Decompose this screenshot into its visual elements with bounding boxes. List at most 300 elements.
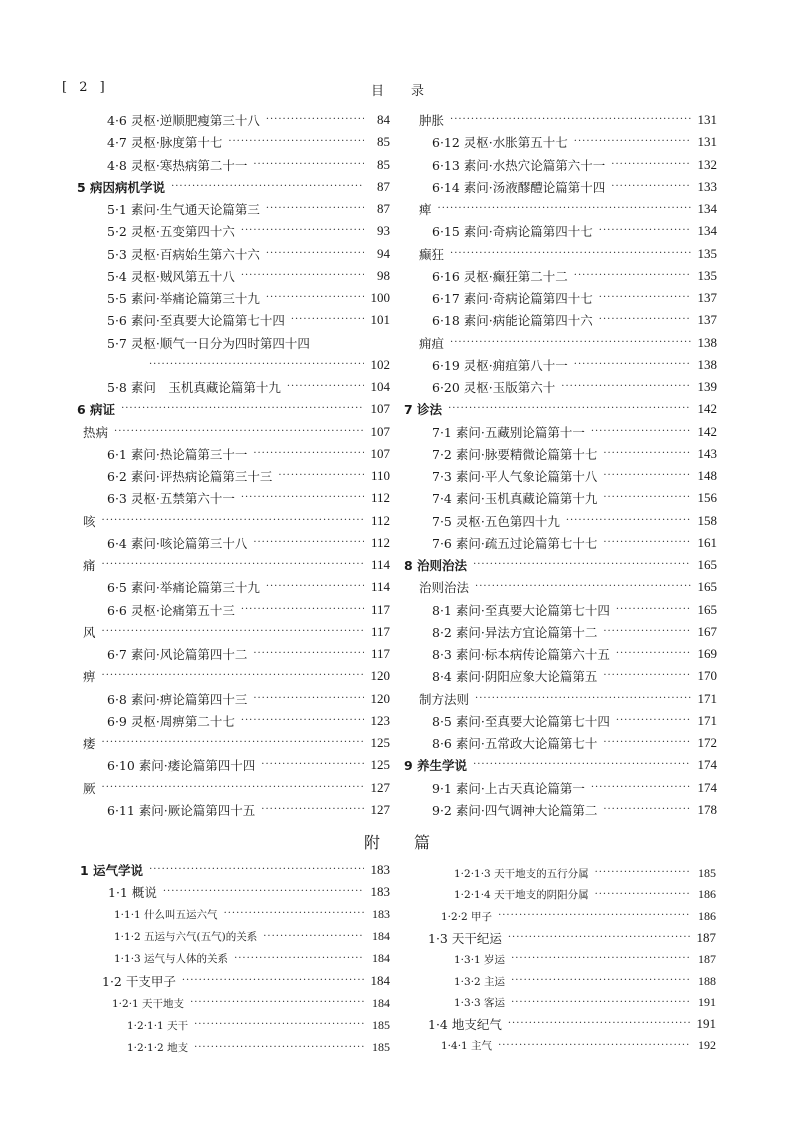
toc-entry-page-number: 171 (697, 712, 717, 728)
toc-entry-page-number: 186 (698, 908, 716, 923)
dot-leader (287, 377, 364, 397)
toc-entry[interactable] (83, 555, 390, 575)
toc-entry-page-number: 185 (698, 865, 716, 880)
toc-entry[interactable] (404, 555, 717, 575)
dot-leader (102, 511, 364, 531)
dot-leader (253, 689, 364, 709)
toc-entry[interactable] (419, 110, 717, 130)
dot-leader (591, 422, 691, 442)
dot-leader (603, 533, 691, 553)
toc-entry-title: 6·10 素问·痿论篇第四十四 (107, 758, 256, 774)
toc-entry[interactable] (83, 733, 390, 753)
dot-leader (163, 882, 364, 902)
toc-entry-page-number: 87 (377, 178, 390, 194)
dot-leader (475, 577, 691, 597)
toc-entry[interactable] (432, 132, 717, 152)
dot-leader (190, 993, 364, 1013)
toc-entry-title: 1·1·3 运气与人体的关系 (114, 953, 229, 966)
toc-entry[interactable] (454, 863, 716, 883)
toc-entry-page-number: 87 (377, 201, 390, 216)
toc-entry[interactable] (419, 333, 717, 353)
dot-leader (266, 288, 364, 308)
toc-entry-title: 咳 (83, 513, 96, 529)
toc-entry[interactable] (107, 221, 390, 241)
dot-leader (603, 733, 691, 753)
toc-entry-title: 6·20 灵枢·玉版第六十 (432, 380, 556, 395)
toc-entry-page-number: 117 (370, 623, 390, 639)
toc-entry[interactable] (114, 927, 390, 947)
toc-entry[interactable] (432, 778, 717, 798)
toc-entry-page-number: 107 (370, 445, 390, 461)
toc-entry-page-number: 185 (372, 1040, 390, 1055)
dot-leader (266, 199, 364, 219)
toc-entry[interactable] (419, 689, 717, 709)
toc-entry-page-number: 134 (697, 201, 717, 216)
toc-entry-title: 4·7 灵枢·脉度第十七 (107, 135, 223, 151)
dot-leader (261, 755, 364, 775)
toc-entry[interactable] (441, 906, 716, 926)
toc-entry-page-number: 120 (370, 690, 390, 706)
toc-entry-title: 8·1 素问·至真要大论篇第七十四 (432, 602, 610, 618)
toc-entry-page-number: 174 (697, 757, 717, 773)
toc-entry-page-number: 186 (698, 887, 716, 902)
toc-entry-page-number: 187 (698, 951, 716, 966)
dot-leader (194, 1038, 364, 1058)
toc-entry-title: 1·4 地支纪气 (428, 1017, 502, 1033)
toc-entry-title: 1 运气学说 (80, 863, 144, 878)
toc-entry[interactable] (432, 711, 717, 731)
toc-entry-title: 6·5 素问·举痛论篇第三十九 (107, 580, 260, 596)
toc-entry-title: 6·2 素问·评热病论篇第三十三 (107, 469, 273, 484)
toc-entry[interactable] (107, 711, 390, 731)
dot-leader (149, 355, 364, 375)
toc-entry-page-number: 142 (697, 423, 717, 439)
toc-entry[interactable] (432, 733, 717, 753)
toc-entry-page-number: 117 (370, 646, 390, 661)
toc-entry[interactable] (107, 377, 390, 397)
toc-entry-page-number: 171 (697, 690, 717, 706)
toc-entry[interactable] (432, 622, 717, 642)
toc-entry-page-number: 170 (697, 668, 717, 684)
toc-entry[interactable] (432, 511, 717, 531)
toc-entry-title: 6·11 素问·厥论篇第四十五 (107, 802, 256, 818)
toc-entry[interactable] (107, 466, 390, 486)
dot-leader (603, 488, 691, 508)
toc-entry[interactable] (107, 644, 390, 664)
toc-entry-page-number: 98 (377, 267, 390, 283)
dot-leader (591, 778, 691, 798)
dot-leader (224, 904, 364, 924)
dot-leader (498, 906, 690, 926)
toc-entry[interactable] (107, 444, 390, 464)
toc-entry-page-number: 183 (372, 906, 390, 921)
dot-leader (291, 310, 364, 330)
toc-entry[interactable] (428, 1014, 716, 1034)
toc-entry[interactable] (83, 666, 390, 686)
dot-leader (253, 533, 364, 553)
toc-entry-title: 痺 (419, 202, 432, 217)
dot-leader (603, 466, 691, 486)
toc-entry[interactable] (107, 110, 390, 130)
toc-entry[interactable] (127, 1038, 390, 1058)
toc-entry-title: 1·1·2 五运与六气(五气)的关系 (114, 931, 258, 944)
toc-entry-title: 6·12 灵枢·水胀第五十七 (432, 135, 568, 151)
dot-leader (241, 266, 364, 286)
toc-entry-title: 8·4 素问·阴阳应象大论篇第五 (432, 669, 598, 685)
toc-entry-page-number: 123 (370, 712, 390, 728)
dot-leader (263, 927, 364, 947)
toc-entry-title: 痿 (83, 736, 96, 751)
toc-entry-title: 6·17 素问·奇病论篇第四十七 (432, 291, 593, 306)
dot-leader (603, 666, 691, 686)
toc-entry-page-number: 131 (697, 134, 717, 150)
toc-entry-title: 痈疽 (419, 335, 445, 351)
toc-entry[interactable] (432, 666, 717, 686)
dot-leader (102, 733, 364, 753)
toc-entry[interactable] (432, 466, 717, 486)
toc-entry[interactable] (107, 132, 390, 152)
toc-entry[interactable] (107, 533, 390, 553)
toc-entry[interactable] (83, 622, 390, 642)
toc-entry[interactable] (107, 288, 390, 308)
toc-entry-title: 9·2 素问·四气调神大论篇第二 (432, 802, 598, 818)
toc-entry-title: 4·6 灵枢·逆顺肥瘦第三十八 (107, 113, 260, 128)
dot-leader (603, 800, 691, 820)
toc-entry-title: 6·14 素问·汤液醪醴论篇第十四 (432, 179, 606, 195)
toc-entry-page-number: 169 (697, 646, 717, 661)
toc-entry[interactable] (107, 755, 390, 775)
dot-leader (253, 644, 364, 664)
toc-entry[interactable] (83, 778, 390, 798)
toc-entry[interactable] (454, 971, 716, 991)
toc-entry-title: 6 病证 (77, 402, 116, 418)
dot-leader (450, 244, 691, 264)
toc-entry-page-number: 85 (377, 134, 390, 150)
dot-leader (253, 155, 364, 175)
toc-entry-title: 8·3 素问·标本病传论篇第六十五 (432, 647, 610, 662)
toc-entry-title: 6·19 灵枢·痈疽第八十一 (432, 357, 568, 373)
toc-entry-page-number: 135 (697, 245, 717, 261)
dot-leader (121, 399, 364, 419)
dot-leader (450, 333, 691, 353)
toc-entry-title: 1·2·1·2 地支 (127, 1042, 189, 1055)
toc-entry[interactable] (432, 221, 717, 241)
toc-entry[interactable] (107, 310, 390, 330)
toc-entry[interactable] (454, 993, 716, 1013)
toc-entry-title: 1·2·1·4 天干地支的阴阳分属 (454, 889, 589, 902)
toc-entry[interactable] (149, 355, 390, 375)
toc-entry-title: 8·5 素问·至真要大论篇第七十四 (432, 713, 610, 729)
toc-entry[interactable] (107, 155, 390, 175)
toc-entry-page-number: 183 (370, 884, 390, 900)
toc-entry-page-number: 138 (697, 334, 717, 350)
toc-entry-page-number: 132 (697, 156, 717, 172)
toc-entry[interactable] (107, 488, 390, 508)
toc-entry[interactable] (419, 199, 717, 219)
toc-entry-title: 5·5 素问·举痛论篇第三十九 (107, 291, 260, 306)
dot-leader (194, 1015, 364, 1035)
toc-entry-page-number: 107 (370, 401, 390, 417)
toc-entry[interactable] (432, 800, 717, 820)
toc-entry-title: 8·6 素问·五常政大论篇第七十 (432, 736, 598, 751)
toc-entry-page-number: 137 (697, 290, 717, 305)
toc-entry[interactable] (432, 177, 717, 197)
dot-leader (574, 355, 691, 375)
dot-leader (498, 1036, 690, 1056)
dot-leader (508, 1014, 690, 1034)
toc-entry-title: 5·7 灵枢·顺气一日分为四时第四十四 (107, 335, 310, 351)
toc-entry[interactable] (107, 266, 390, 286)
toc-entry[interactable] (432, 288, 717, 308)
toc-entry-page-number: 94 (377, 245, 390, 261)
dot-leader (266, 110, 364, 130)
toc-entry-page-number: 84 (377, 112, 390, 127)
toc-entry-page-number: 114 (370, 557, 390, 572)
toc-entry-page-number: 172 (697, 735, 717, 750)
toc-entry-page-number: 138 (697, 356, 717, 372)
toc-entry-title: 7·6 素问·疏五过论篇第七十七 (432, 535, 598, 551)
dot-leader (595, 885, 690, 905)
dot-leader (261, 800, 364, 820)
toc-entry-page-number: 112 (370, 534, 390, 550)
dot-leader (448, 399, 691, 419)
dot-leader (228, 132, 364, 152)
dot-leader (473, 555, 691, 575)
toc-entry-title: 5·6 素问·至真要大论篇第七十四 (107, 313, 285, 329)
toc-entry[interactable] (77, 399, 390, 419)
dot-leader (114, 422, 364, 442)
toc-entry-title: 1·3·2 主运 (454, 975, 506, 988)
dot-leader (611, 155, 691, 175)
dot-leader (241, 488, 364, 508)
toc-entry-page-number: 110 (370, 468, 390, 483)
toc-entry-title: 5·8 素问 玉机真藏论篇第十九 (107, 380, 281, 395)
toc-entry-title: 4·8 灵枢·寒热病第二十一 (107, 157, 248, 173)
toc-entry-page-number: 93 (377, 223, 390, 239)
dot-leader (475, 689, 691, 709)
toc-entry-title: 6·8 素问·痹论篇第四十三 (107, 691, 248, 707)
dot-leader (561, 377, 691, 397)
toc-entry[interactable] (454, 949, 716, 969)
toc-entry[interactable] (419, 577, 717, 597)
toc-entry-page-number: 188 (698, 973, 716, 988)
toc-entry-page-number: 191 (696, 1016, 716, 1032)
toc-entry[interactable] (419, 244, 717, 264)
toc-entry-page-number: 135 (697, 267, 717, 283)
dot-leader (253, 444, 364, 464)
dot-leader (616, 711, 691, 731)
dot-leader (102, 666, 364, 686)
toc-entry[interactable] (107, 577, 390, 597)
toc-entry[interactable] (454, 885, 716, 905)
toc-entry[interactable] (107, 199, 390, 219)
toc-entry-title: 5·3 灵枢·百病始生第六十六 (107, 246, 260, 262)
toc-entry[interactable] (107, 333, 390, 353)
dot-leader (603, 444, 691, 464)
toc-entry-title: 7 诊法 (404, 402, 443, 418)
toc-entry-page-number: 104 (370, 379, 390, 394)
toc-entry[interactable] (404, 399, 717, 419)
toc-entry-title: 5·2 灵枢·五变第四十六 (107, 224, 235, 240)
dot-leader (473, 755, 691, 775)
dot-leader (266, 577, 364, 597)
toc-entry-title: 6·15 素问·奇病论篇第四十七 (432, 224, 593, 240)
toc-entry-page-number: 165 (697, 579, 717, 595)
dot-leader (508, 928, 690, 948)
toc-entry-title: 痛 (83, 558, 96, 573)
dot-leader (266, 244, 364, 264)
dot-leader (102, 622, 364, 642)
appendix-title-char-2: 篇 (414, 833, 431, 852)
toc-entry-page-number: 112 (370, 512, 390, 528)
toc-entry-title: 6·9 灵枢·周痹第二十七 (107, 713, 235, 729)
toc-entry-title: 治则治法 (419, 580, 470, 596)
dot-leader (574, 132, 691, 152)
toc-entry-page-number: 191 (698, 995, 716, 1010)
toc-entry-title: 7·2 素问·脉要精微论篇第十七 (432, 446, 598, 462)
dot-leader (599, 288, 691, 308)
toc-entry-page-number: 125 (370, 735, 390, 750)
toc-entry[interactable] (107, 600, 390, 620)
toc-entry-page-number: 120 (370, 668, 390, 684)
toc-entry-page-number: 85 (377, 156, 390, 172)
dot-leader (599, 221, 691, 241)
toc-entry[interactable] (404, 755, 717, 775)
toc-entry[interactable] (102, 971, 390, 991)
toc-entry-title: 癫狂 (419, 246, 445, 262)
toc-entry[interactable] (432, 155, 717, 175)
toc-entry-page-number: 184 (370, 973, 390, 988)
toc-entry-title: 6·6 灵枢·论痛第五十三 (107, 602, 235, 618)
toc-entry[interactable] (432, 488, 717, 508)
toc-entry-title: 6·13 素问·水热穴论篇第六十一 (432, 157, 606, 173)
toc-entry-title: 厥 (83, 780, 96, 796)
toc-entry[interactable] (108, 882, 390, 902)
toc-entry-title: 7·3 素问·平人气象论篇第十八 (432, 469, 598, 484)
toc-entry-page-number: 125 (370, 757, 390, 773)
toc-entry-title: 1·3·3 客运 (454, 997, 506, 1010)
toc-entry-page-number: 142 (697, 401, 717, 417)
toc-entry-title: 痹 (83, 669, 96, 685)
header-title-char-1: 目 (371, 84, 385, 99)
toc-entry-title: 制方法则 (419, 691, 470, 707)
toc-entry-page-number: 127 (370, 801, 390, 817)
dot-leader (241, 221, 364, 241)
toc-entry[interactable] (432, 377, 717, 397)
dot-leader (438, 199, 691, 219)
toc-entry[interactable] (127, 1015, 390, 1035)
toc-entry[interactable] (114, 949, 390, 969)
dot-leader (574, 266, 691, 286)
toc-entry-page-number: 114 (370, 579, 390, 595)
toc-entry-page-number: 102 (370, 356, 390, 372)
toc-entry-title: 1·3 天干纪运 (428, 930, 502, 946)
dot-leader (171, 177, 364, 197)
dot-leader (511, 993, 690, 1013)
toc-entry-page-number: 112 (370, 490, 390, 506)
toc-entry-page-number: 117 (370, 601, 390, 617)
toc-entry[interactable] (114, 904, 390, 924)
toc-entry-title: 1·2·2 甲子 (441, 910, 493, 923)
toc-entry[interactable] (432, 422, 717, 442)
toc-entry[interactable] (441, 1036, 716, 1056)
dot-leader (511, 949, 690, 969)
toc-entry-page-number: 174 (697, 779, 717, 795)
toc-entry-page-number: 165 (697, 557, 717, 572)
toc-entry-page-number: 165 (697, 601, 717, 617)
toc-entry-page-number: 127 (370, 779, 390, 795)
toc-entry-page-number: 184 (372, 951, 390, 966)
toc-entry[interactable] (80, 860, 390, 880)
toc-entry[interactable] (107, 800, 390, 820)
toc-entry[interactable] (83, 511, 390, 531)
toc-entry[interactable] (432, 444, 717, 464)
dot-leader (450, 110, 691, 130)
toc-entry[interactable] (83, 422, 390, 442)
toc-entry[interactable] (432, 266, 717, 286)
dot-leader (616, 600, 691, 620)
toc-entry-title: 8·2 素问·异法方宜论篇第十二 (432, 624, 598, 640)
toc-entry[interactable] (432, 355, 717, 375)
toc-entry[interactable] (432, 533, 717, 553)
toc-entry[interactable] (77, 177, 390, 197)
toc-entry[interactable] (107, 689, 390, 709)
toc-entry[interactable] (428, 928, 716, 948)
dot-leader (511, 971, 690, 991)
dot-leader (616, 644, 691, 664)
toc-entry-page-number: 134 (697, 223, 717, 239)
toc-entry-page-number: 139 (697, 379, 717, 394)
toc-entry-page-number: 101 (370, 312, 390, 328)
toc-entry[interactable] (432, 600, 717, 620)
toc-entry-title: 1·1·1 什么叫五运六气 (114, 908, 218, 921)
toc-entry-title: 肿胀 (419, 113, 445, 128)
toc-entry-title: 热病 (83, 424, 109, 440)
toc-entry-title: 6·18 素问·病能论篇第四十六 (432, 313, 593, 329)
toc-entry-page-number: 131 (697, 112, 717, 127)
toc-entry-page-number: 107 (370, 423, 390, 439)
appendix-title-char-1: 附 (364, 833, 381, 852)
toc-entry-page-number: 156 (697, 490, 717, 506)
toc-entry-title: 1·4·1 主气 (441, 1040, 493, 1053)
dot-leader (566, 511, 691, 531)
toc-entry-page-number: 158 (697, 512, 717, 528)
dot-leader (241, 711, 364, 731)
dot-leader (102, 555, 364, 575)
toc-entry-title: 1·1 概说 (108, 885, 157, 901)
header-title-char-2: 录 (411, 84, 425, 99)
toc-entry-title: 1·3·1 岁运 (454, 953, 506, 966)
toc-entry-title: 7·1 素问·五藏别论篇第十一 (432, 424, 585, 440)
toc-entry[interactable] (112, 993, 390, 1013)
toc-entry-title: 6·1 素问·热论篇第三十一 (107, 446, 248, 462)
toc-entry-page-number: 192 (698, 1038, 716, 1053)
toc-entry-title: 风 (83, 624, 96, 640)
toc-entry-title: 6·4 素问·咳论篇第三十八 (107, 535, 248, 551)
toc-entry-page-number: 187 (696, 929, 716, 945)
dot-leader (595, 863, 690, 883)
toc-entry[interactable] (107, 244, 390, 264)
toc-entry-page-number: 184 (372, 995, 390, 1010)
toc-entry-page-number: 137 (697, 312, 717, 328)
toc-entry-page-number: 100 (370, 290, 390, 305)
dot-leader (149, 860, 364, 880)
toc-entry-title: 1·2·1·1 天干 (127, 1019, 189, 1032)
toc-entry[interactable] (432, 644, 717, 664)
toc-entry-page-number: 167 (697, 623, 717, 639)
dot-leader (603, 622, 691, 642)
toc-entry[interactable] (432, 310, 717, 330)
